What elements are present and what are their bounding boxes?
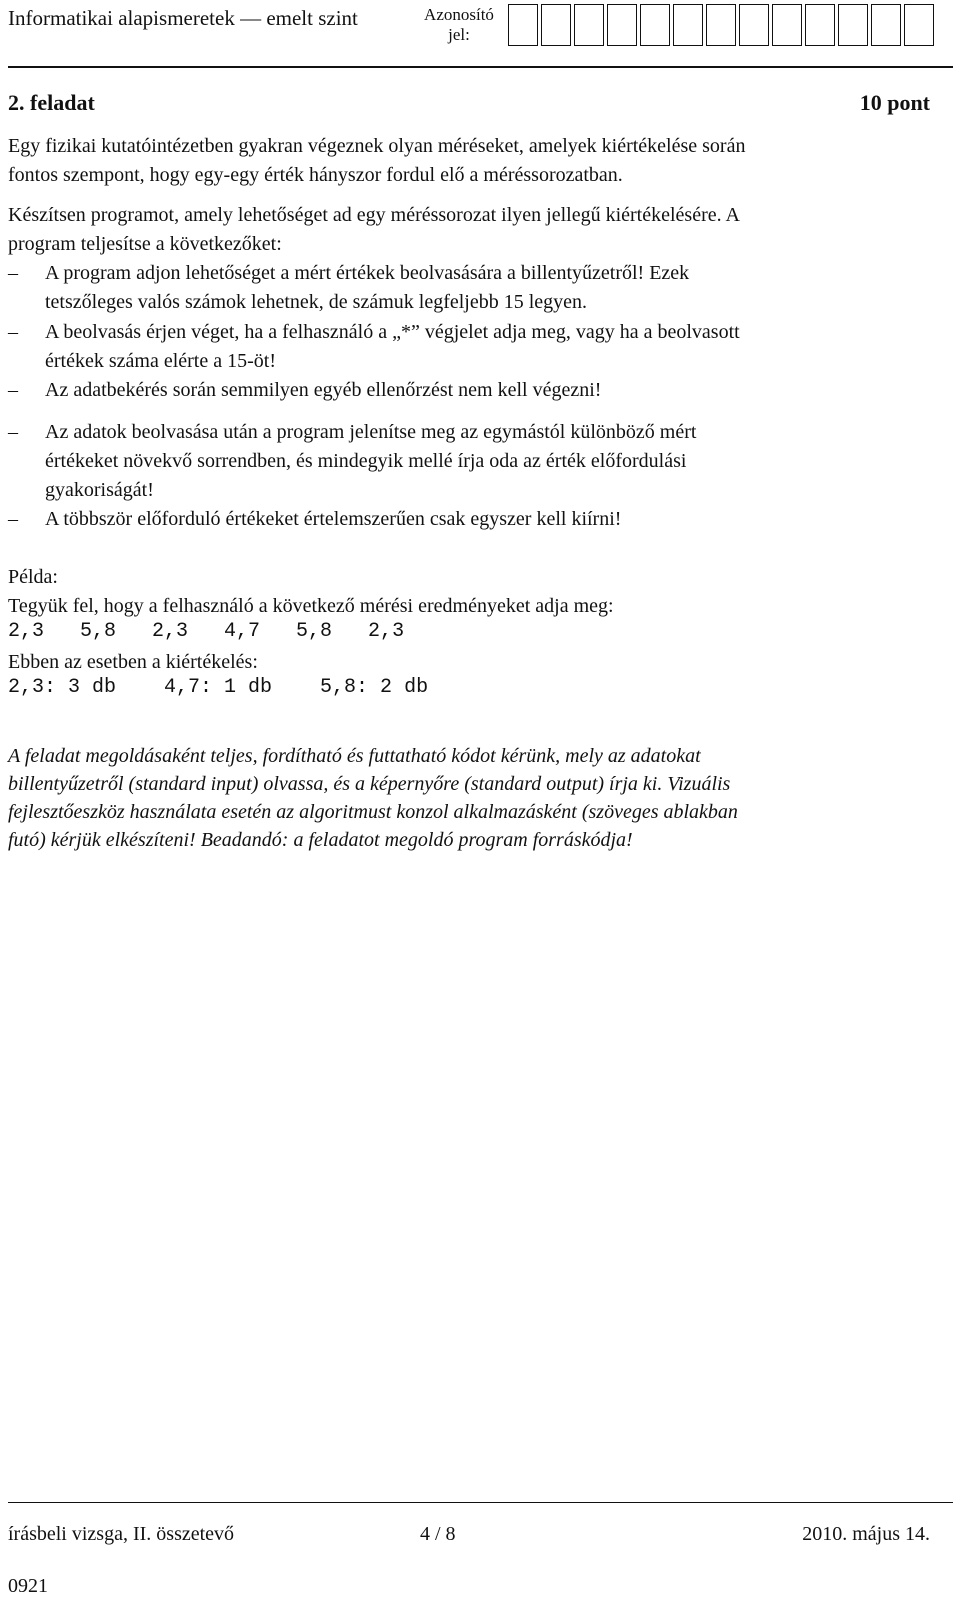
- id-box: [673, 4, 703, 46]
- bullet-line: A többször előforduló értékeket értelemszerűen csak egyszer kell kiírni!: [45, 508, 622, 530]
- intro-line-2: fontos szempont, hogy egy-egy érték hányszor fordul elő a méréssorozatban.: [8, 164, 623, 186]
- intro-line-1: Egy fizikai kutatóintézetben gyakran végeznek olyan méréseket, amelyek kiértékelése során: [8, 135, 746, 157]
- instructions: [8, 742, 738, 854]
- example-input: 2,3 5,8 2,3 4,7 5,8 2,3: [8, 620, 405, 643]
- task-points: 10 pont: [859, 90, 930, 115]
- example-output: 2,3: 3 db 4,7: 1 db 5,8: 2 db: [8, 676, 429, 699]
- id-box: [508, 4, 538, 46]
- intro-line-4: program teljesítse a következőket:: [8, 233, 282, 255]
- page-header: [8, 0, 953, 68]
- bullet-dash: –: [8, 321, 18, 343]
- bullet-line: Az adatok beolvasása után a program jelenítse meg az egymástól különböző mért: [45, 421, 697, 443]
- intro-line-3: Készítsen programot, amely lehetőséget ad egy méréssorozat ilyen jellegű kiértékelésére. A: [8, 204, 740, 226]
- id-box: [871, 4, 901, 46]
- id-box: [574, 4, 604, 46]
- instructions-line-3: fejlesztőeszköz használata esetén az algoritmust konzol alkalmazásként (szöveges ablakban: [8, 801, 738, 823]
- footer-divider: [8, 1502, 953, 1503]
- instructions-line-1: A feladat megoldásaként teljes, fordítható és futtatható kódot kérünk, mely az adatokat: [8, 745, 701, 767]
- bullet-line: A program adjon lehetőséget a mért értékek beolvasására a billentyűzetről! Ezek: [45, 262, 690, 284]
- id-label-line2: jel:: [448, 25, 470, 44]
- bullet-line: Az adatbekérés során semmilyen egyéb ellenőrzést nem kell végezni!: [45, 379, 602, 401]
- bullet-line: gyakoriságát!: [45, 479, 154, 501]
- task-title: 2. feladat: [8, 90, 95, 115]
- bullet-line: értékeket növekvő sorrendben, és mindegyik mellé írja oda az érték előfordulási: [45, 450, 687, 472]
- example-line-2: Ebben az esetben a kiértékelés:: [8, 651, 258, 673]
- id-label: [423, 5, 495, 45]
- id-box: [607, 4, 637, 46]
- instructions-line-4: futó) kérjük elkészíteni! Beadandó: a feladatot megoldó program forráskódja!: [8, 829, 633, 851]
- instructions-line-2: billentyűzetről (standard input) olvassa, és a képernyőre (standard output) írja ki. Vizuális: [8, 773, 731, 795]
- footer-code: 0921: [8, 1575, 48, 1597]
- footer-date: 2010. május 14.: [802, 1523, 930, 1545]
- bullet-line: értékek száma elérte a 15-öt!: [45, 350, 276, 372]
- id-box: [706, 4, 736, 46]
- bullet-dash: –: [8, 262, 18, 284]
- footer-exam-label: írásbeli vizsga, II. összetevő: [8, 1523, 235, 1545]
- id-box: [541, 4, 571, 46]
- id-box: [805, 4, 835, 46]
- header-title: Informatikai alapismeretek — emelt szint: [8, 6, 358, 30]
- id-box: [838, 4, 868, 46]
- bullet-line: A beolvasás érjen véget, ha a felhasználó a „*” végjelet adja meg, vagy ha a beolvasott: [45, 321, 740, 343]
- bullet-dash: –: [8, 508, 18, 530]
- example-heading: Példa:: [8, 566, 58, 588]
- footer-page-number: 4 / 8: [420, 1523, 456, 1545]
- bullet-dash: –: [8, 379, 18, 401]
- id-box: [772, 4, 802, 46]
- example-line-1: Tegyük fel, hogy a felhasználó a következő mérési eredményeket adja meg:: [8, 595, 614, 617]
- bullet-line: tetszőleges valós számok lehetnek, de számuk legfeljebb 15 legyen.: [45, 291, 588, 313]
- id-box: [640, 4, 670, 46]
- bullet-dash: –: [8, 421, 18, 443]
- id-box: [904, 4, 934, 46]
- id-boxes: [508, 4, 937, 46]
- id-box: [739, 4, 769, 46]
- id-label-line1: Azonosító: [424, 5, 494, 24]
